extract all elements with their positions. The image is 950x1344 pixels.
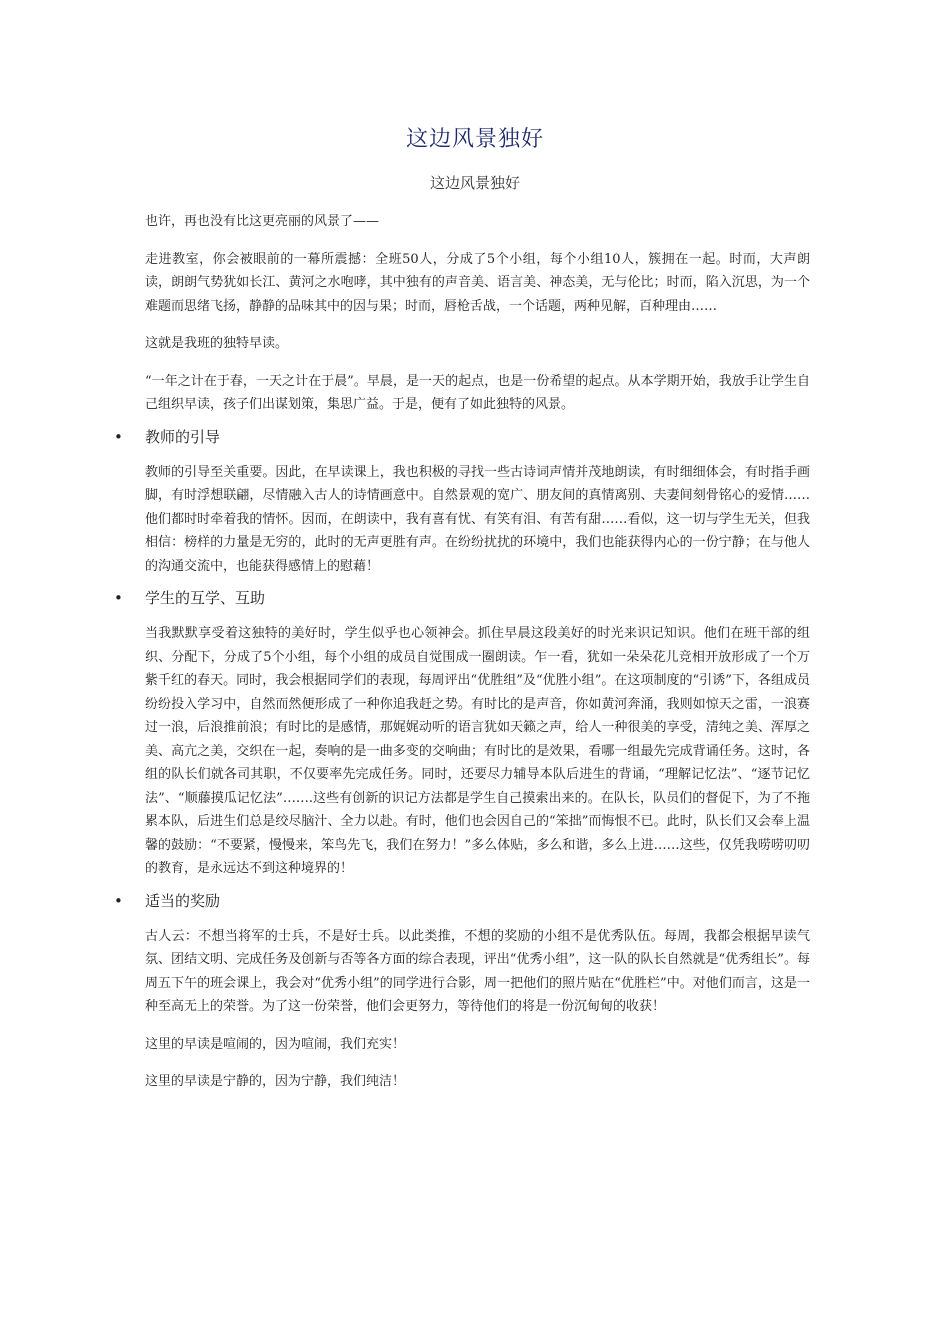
paragraph-2: 这就是我班的独特早读。 bbox=[145, 336, 289, 351]
document-body bbox=[114, 210, 810, 1108]
closing-paragraph-2: 这里的早读是宁静的，因为宁静，我们纯洁！ bbox=[145, 1074, 406, 1089]
bullet-icon: • bbox=[114, 589, 123, 607]
section-2-paragraph: 当我默默享受着这独特的美好时，学生似乎也心领神会。抓住早晨这段美好的时光来识记知识。他们在班干部的组织、分配下，分成了5个小组，每个小组的成员自觉围成一圈朗读。乍一看，犹如一朵朵花儿竞相开放形成了一个万紫千红的春天。同时，我会根据同学们的表现，每周评出“优胜组”及“优胜小组”。在这项制度的“引诱”下，各组成员纷纷投入学习中，自然而然便形成了一种你追我赶之势。有时比的是声音，你如黄河奔涌，我则如惊天之雷，一浪赛过一浪，后浪推前浪；有时比的是感情，那娓娓动听的语言犹如天籁之声，给人一种很美的享受，清纯之美、浑厚之美、高亢之美，交织在一起，奏响的是一曲多变的交响曲；有时比的是效果，看哪一组最先完成背诵任务。这时，各组的队长们就各司其职，不仅要率先完成任务。同时，还要尽力辅导本队后进生的背诵，“理解记忆法”、“逐节记忆法”、“顺藤摸瓜记忆法”…….这些有创新的识记方法都是学生自己摸索出来的。在队长，队员们的督促下，为了不拖累本队，后进生们总是绞尽脑汁、全力以赴。有时，他们也会因自己的“笨拙”而悔恨不已。此时，队长们又会奉上温馨的鼓励：“不要紧，慢慢来，笨鸟先飞，我们在努力！”多么体贴，多么和谐，多么上进……这些，仅凭我唠唠叨叨的教育，是永远达不到这种境界的！ bbox=[145, 626, 810, 876]
paragraph-1: 走进教室，你会被眼前的一幕所震撼：全班50人，分成了5个小组，每个小组10人，簇拥在一起。时而，大声朗读，朗朗气势犹如长江、黄河之水咆哮，其中独有的声音美、语言美、神态美，无与伦比；时而，陷入沉思，为一个难题而思绪飞扬，静静的品味其中的因与果；时而，唇枪舌战，一个话题，两种见解，百种理由…… bbox=[145, 251, 810, 314]
bullet-icon: • bbox=[114, 891, 123, 910]
section-3-paragraph: 古人云：不想当将军的士兵，不是好士兵。以此类推，不想的奖励的小组不是优秀队伍。每周，我都会根据早读气氛、团结文明、完成任务及创新与否等各方面的综合表现，评出“优秀小组”，这一队的队长自然就是“优秀组长”。每周五下午的班会课上，我会对“优秀小组”的同学进行合影，周一把他们的照片贴在“优胜栏”中。对他们而言，这是一种至高无上的荣誉。为了这一份荣誉，他们会更努力，等待他们的将是一份沉甸甸的收获！ bbox=[145, 928, 810, 1014]
bullet-icon: • bbox=[114, 427, 123, 446]
paragraph-3: “一年之计在于春，一天之计在于晨”。早晨，是一天的起点，也是一份希望的起点。从本学期开始，我放手让学生自己组织早读，孩子们出谋划策，集思广益。于是，便有了如此独特的风景。 bbox=[145, 373, 810, 412]
section-heading-text: 教师的引导 bbox=[145, 427, 221, 446]
section-heading-text: 学生的互学、互助 bbox=[145, 589, 266, 607]
document-title: 这边风景独好 bbox=[405, 127, 544, 152]
section-heading-rewards bbox=[114, 889, 810, 913]
document-subtitle: 这边风景独好 bbox=[429, 174, 520, 192]
section-1-paragraph: 教师的引导至关重要。因此，在早读课上，我也积极的寻找一些古诗词声情并茂地朗读，有时细细体会，有时指手画脚，有时浮想联翩，尽情融入古人的诗情画意中。自然景观的宽广、朋友间的真情离别、夫妻间刻骨铭心的爱情……他们都时时牵着我的情怀。因而，在朗读中，我有喜有忧、有笑有泪、有苦有甜……看似，这一切与学生无关，但我相信：榜样的力量是无穷的，此时的无声更胜有声。在纷纷扰扰的环境中，我们也能获得内心的一份宁静；在与他人的沟通交流中，也能获得感情上的慰藉！ bbox=[145, 464, 810, 574]
section-heading-teacher-guidance bbox=[114, 425, 810, 449]
section-heading-text: 适当的奖励 bbox=[145, 891, 221, 910]
section-heading-peer-learning bbox=[114, 586, 810, 610]
intro-paragraph: 也许，再也没有比这更亮丽的风景了—— bbox=[145, 214, 380, 229]
closing-paragraph-1: 这里的早读是喧闹的，因为喧闹，我们充实！ bbox=[145, 1036, 406, 1052]
